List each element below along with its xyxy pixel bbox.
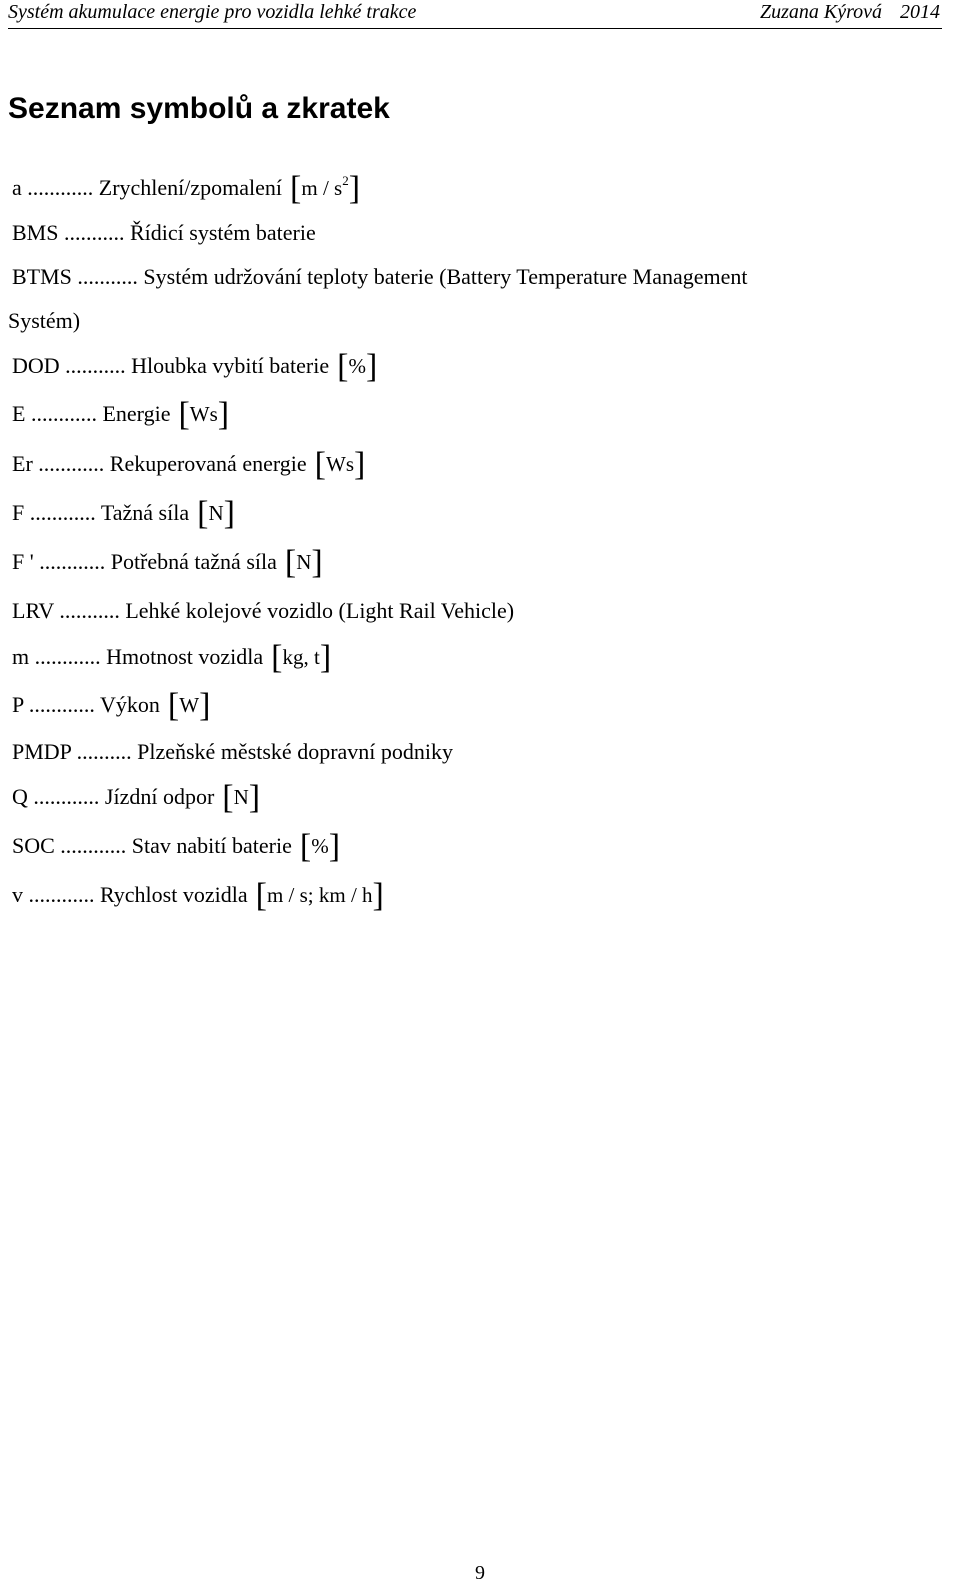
- symbol-abbreviation: LRV: [12, 598, 54, 623]
- unit-value: kg, t: [282, 645, 320, 669]
- symbol-entry: [12, 639, 332, 676]
- symbol-entry: [12, 446, 366, 483]
- unit-value: m / s: [301, 176, 343, 200]
- unit-bracket: $[m / s^2]$: [290, 170, 361, 207]
- symbol-description: Výkon: [100, 692, 160, 717]
- unit-bracket: [Ws]: [314, 446, 366, 483]
- unit-bracket: [N]: [222, 779, 261, 816]
- symbol-description: Hloubka vybití baterie: [131, 353, 330, 378]
- symbol-entry: [12, 828, 341, 865]
- running-header: [8, 0, 942, 29]
- symbol-description: Plzeňské městské dopravní podniky: [137, 739, 454, 764]
- leader-dots: ...........: [71, 264, 138, 289]
- symbol-abbreviation: SOC: [12, 833, 55, 858]
- leader-dots: ...........: [53, 598, 120, 623]
- leader-dots: ............: [54, 833, 127, 858]
- symbol-abbreviation: m: [12, 644, 30, 669]
- leader-dots: ............: [23, 882, 95, 907]
- symbol-abbreviation: a: [12, 175, 22, 200]
- page-title: Seznam symbolů a zkratek: [8, 92, 390, 125]
- header-title: Systém akumulace energie pro vozidla lehké trakce: [8, 1, 417, 23]
- leader-dots: ............: [33, 549, 106, 574]
- unit-value: m / s; km / h: [266, 883, 373, 907]
- leader-dots: ...........: [58, 220, 125, 245]
- symbol-description: Rekuperovaná energie: [109, 451, 307, 476]
- leader-dots: ............: [24, 500, 96, 525]
- unit-bracket: [m / s; km / h]: [255, 877, 384, 914]
- unit-bracket: [N]: [197, 495, 235, 532]
- unit-value: N: [233, 785, 249, 809]
- symbol-entry: [12, 218, 316, 248]
- symbol-entry: [12, 348, 378, 385]
- symbol-abbreviation: F ': [12, 549, 34, 574]
- symbol-entry: [12, 596, 514, 626]
- symbol-entry: [12, 544, 323, 581]
- symbol-description: Systém udržování teploty baterie (Battery Temperature Management: [143, 264, 748, 289]
- unit-value: N: [296, 550, 312, 574]
- symbol-description: Zrychlení/zpomalení: [98, 175, 283, 200]
- symbol-abbreviation: BMS: [12, 220, 59, 245]
- leader-dots: ............: [23, 692, 95, 717]
- symbol-abbreviation: E: [12, 401, 26, 426]
- symbol-description-continuation: Systém): [8, 308, 81, 333]
- unit-bracket: [kg, t]: [271, 639, 332, 676]
- unit-value: Ws: [189, 402, 218, 426]
- leader-dots: ...........: [59, 353, 126, 378]
- symbol-description: Potřebná tažná síla: [110, 549, 277, 574]
- symbol-abbreviation: Q: [12, 784, 28, 809]
- symbol-description: Stav nabití baterie: [131, 833, 292, 858]
- symbol-description: Řídicí systém baterie: [129, 220, 316, 245]
- page-number: 9: [475, 1562, 485, 1584]
- symbol-description: Tažná síla: [100, 500, 190, 525]
- leader-dots: ............: [21, 175, 94, 200]
- unit-bracket: [%]: [299, 828, 341, 865]
- unit-value: W: [179, 693, 200, 717]
- symbol-description: Lehké kolejové vozidlo (Light Rail Vehicle): [125, 598, 515, 623]
- symbol-abbreviation: P: [12, 692, 24, 717]
- symbol-description: Energie: [102, 401, 171, 426]
- header-author: Zuzana Kýrová: [759, 1, 882, 23]
- symbol-abbreviation: PMDP: [12, 739, 72, 764]
- symbol-abbreviation: F: [12, 500, 25, 525]
- symbol-entry: [12, 877, 384, 914]
- symbol-abbreviation: DOD: [12, 353, 60, 378]
- unit-bracket: [%]: [337, 348, 378, 385]
- symbol-abbreviation: Er: [12, 451, 33, 476]
- symbol-entry: [12, 168, 361, 207]
- header-year: 2014: [900, 1, 940, 23]
- unit-bracket: [Ws]: [178, 396, 230, 433]
- symbol-entry: [12, 779, 261, 816]
- symbol-description: Rychlost vozidla: [100, 882, 248, 907]
- symbol-entry: [12, 687, 211, 724]
- leader-dots: ..........: [71, 739, 132, 764]
- symbol-entry: [12, 737, 453, 767]
- symbol-entry: [12, 262, 748, 292]
- unit-bracket: [W]: [167, 687, 211, 724]
- leader-dots: ............: [32, 451, 105, 476]
- leader-dots: ............: [25, 401, 97, 426]
- symbol-entry: [12, 495, 235, 532]
- unit-bracket: [N]: [284, 544, 323, 581]
- symbol-abbreviation: BTMS: [12, 264, 72, 289]
- symbol-description: Jízdní odpor: [104, 784, 215, 809]
- symbol-description: Hmotnost vozidla: [106, 644, 264, 669]
- symbol-abbreviation: v: [12, 882, 23, 907]
- unit-value: %: [311, 834, 329, 858]
- unit-value: %: [348, 354, 366, 378]
- leader-dots: ............: [29, 644, 101, 669]
- leader-dots: ............: [27, 784, 100, 809]
- unit-value: Ws: [326, 452, 354, 476]
- unit-value: N: [208, 501, 224, 525]
- symbol-entry: [12, 396, 230, 433]
- unit-exponent: 2: [342, 173, 349, 188]
